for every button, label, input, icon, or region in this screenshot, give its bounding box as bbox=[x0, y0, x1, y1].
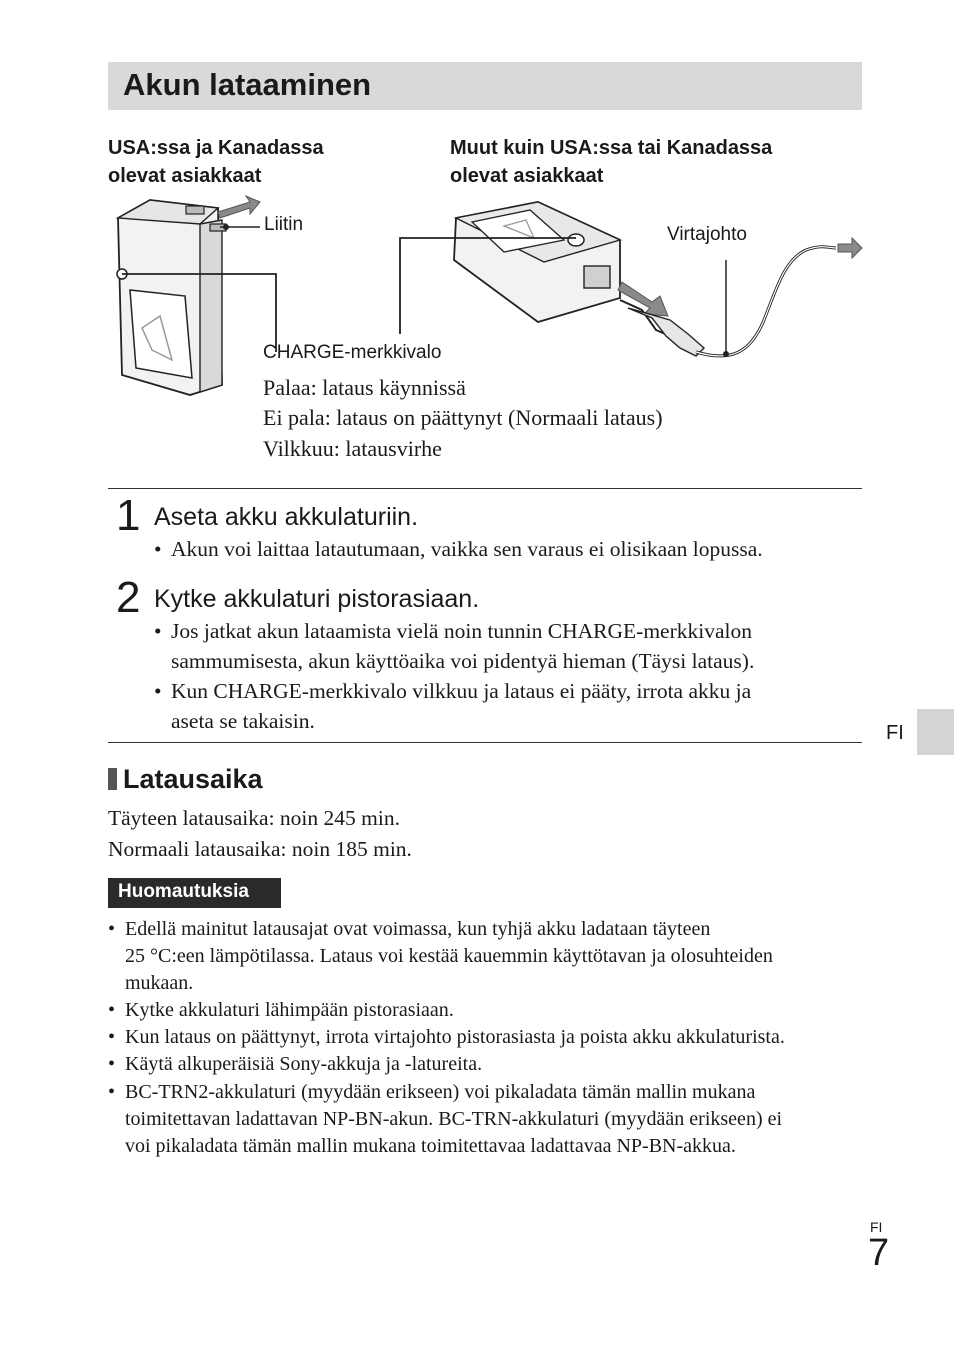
section-title-bar bbox=[108, 62, 862, 110]
note-text: Kun lataus on päättynyt, irrota virtajohto pistorasiasta ja poista akku akkulaturista. bbox=[125, 1026, 785, 1048]
step-2-bullet bbox=[154, 616, 854, 676]
step-2-heading: Kytke akkulaturi pistorasiaan. bbox=[154, 585, 480, 613]
cord-label: Virtajohto bbox=[667, 224, 747, 245]
steps-top-rule bbox=[108, 488, 862, 489]
cord-pointer-dot bbox=[723, 351, 729, 357]
step-2-number: 2 bbox=[116, 573, 141, 622]
bullet-dot: • bbox=[154, 679, 162, 703]
note-line: BC-TRN2-akkulaturi (myydään erikseen) voi pikaladata tämän mallin mukana bbox=[125, 1081, 756, 1103]
note-line: mukaan. bbox=[125, 972, 194, 994]
charger-illustration bbox=[100, 190, 870, 400]
bullet-dot: • bbox=[108, 1026, 116, 1048]
note-text: Kytke akkulaturi lähimpään pistorasiaan. bbox=[125, 999, 454, 1021]
note-text bbox=[125, 1079, 865, 1160]
bullet-dot: • bbox=[154, 537, 162, 561]
note-text: Käytä alkuperäisiä Sony-akkuja ja -latureita. bbox=[125, 1053, 483, 1075]
legend-blinking: Vilkkuu: latausvirhe bbox=[263, 436, 442, 461]
note-item bbox=[108, 916, 868, 997]
legend-off: Ei pala: lataus on päättynyt (Normaali lataus) bbox=[263, 405, 663, 430]
bullet-text: Akun voi laittaa latautumaan, vaikka sen varaus ei olisikaan lopussa. bbox=[171, 537, 763, 561]
side-tab-language: FI bbox=[886, 722, 904, 744]
note-text bbox=[125, 916, 865, 997]
plug-pointer-dot bbox=[223, 224, 229, 230]
section-marker-icon bbox=[108, 768, 117, 790]
bullet-line: sammumisesta, akun käyttöaika voi pidentyä hieman (Täysi lataus). bbox=[171, 649, 755, 673]
legend-lit: Palaa: lataus käynnissä bbox=[263, 375, 466, 400]
other-countries-heading bbox=[450, 134, 772, 190]
page-number: 7 bbox=[868, 1232, 890, 1274]
note-line: toimitettavan ladattavan NP-BN-akun. BC-TRN-akkulaturi (myydään erikseen) ei bbox=[125, 1108, 783, 1130]
other-countries-heading-line: Muut kuin USA:ssa tai Kanadassa bbox=[450, 137, 773, 159]
other-countries-heading-line: olevat asiakkaat bbox=[450, 165, 604, 187]
bullet-line: Kun CHARGE-merkkivalo vilkkuu ja lataus ei pääty, irrota akku ja bbox=[171, 679, 752, 703]
bullet-text bbox=[171, 616, 861, 676]
notes-badge-label: Huomautuksia bbox=[118, 881, 249, 902]
bullet-dot: • bbox=[154, 619, 162, 643]
note-line: 25 °C:een lämpötilassa. Lataus voi kestää kauemmin käyttötavan ja olosuhteiden bbox=[125, 945, 773, 967]
bullet-line: Jos jatkat akun lataamista vielä noin tunnin CHARGE-merkkivalon bbox=[171, 619, 752, 643]
step-1-heading: Aseta akku akkulaturiin. bbox=[154, 503, 419, 531]
footer-language: FI bbox=[870, 1219, 883, 1235]
step-1-number: 1 bbox=[116, 491, 141, 540]
step-1-bullet bbox=[154, 534, 854, 564]
us-canada-heading bbox=[108, 134, 324, 190]
note-item bbox=[108, 997, 868, 1024]
bullet-dot: • bbox=[108, 1053, 116, 1075]
charge-time-heading bbox=[108, 764, 263, 795]
note-item bbox=[108, 1079, 868, 1160]
language-side-tab bbox=[917, 709, 954, 755]
steps-bottom-rule bbox=[108, 742, 862, 743]
plug-label: Liitin bbox=[264, 214, 304, 235]
note-line: voi pikaladata tämän mallin mukana toimitettavaa ladattavaa NP-BN-akkua. bbox=[125, 1135, 736, 1157]
cord-charger bbox=[454, 202, 862, 356]
page-title: Akun lataaminen bbox=[123, 67, 372, 102]
bullet-line: aseta se takaisin. bbox=[171, 709, 315, 733]
normal-charge-time: Normaali latausaika: noin 185 min. bbox=[108, 837, 412, 861]
bullet-dot: • bbox=[108, 999, 116, 1021]
bullet-dot: • bbox=[108, 1081, 116, 1103]
charge-lamp-label: CHARGE-merkkivalo bbox=[263, 342, 442, 363]
step-2-bullet bbox=[154, 676, 854, 736]
us-canada-heading-line: USA:ssa ja Kanadassa bbox=[108, 137, 324, 159]
notes-badge bbox=[108, 878, 281, 908]
note-item bbox=[108, 1024, 868, 1051]
wall-plug-charger bbox=[117, 196, 260, 395]
bullet-dot: • bbox=[108, 918, 116, 940]
bullet-text bbox=[171, 676, 861, 736]
note-item bbox=[108, 1051, 868, 1078]
charge-time-heading-text: Latausaika bbox=[123, 764, 263, 794]
note-line: Edellä mainitut latausajat ovat voimassa, kun tyhjä akku ladataan täyteen bbox=[125, 918, 711, 940]
us-canada-heading-line: olevat asiakkaat bbox=[108, 165, 262, 187]
full-charge-time: Täyteen latausaika: noin 245 min. bbox=[108, 806, 400, 830]
